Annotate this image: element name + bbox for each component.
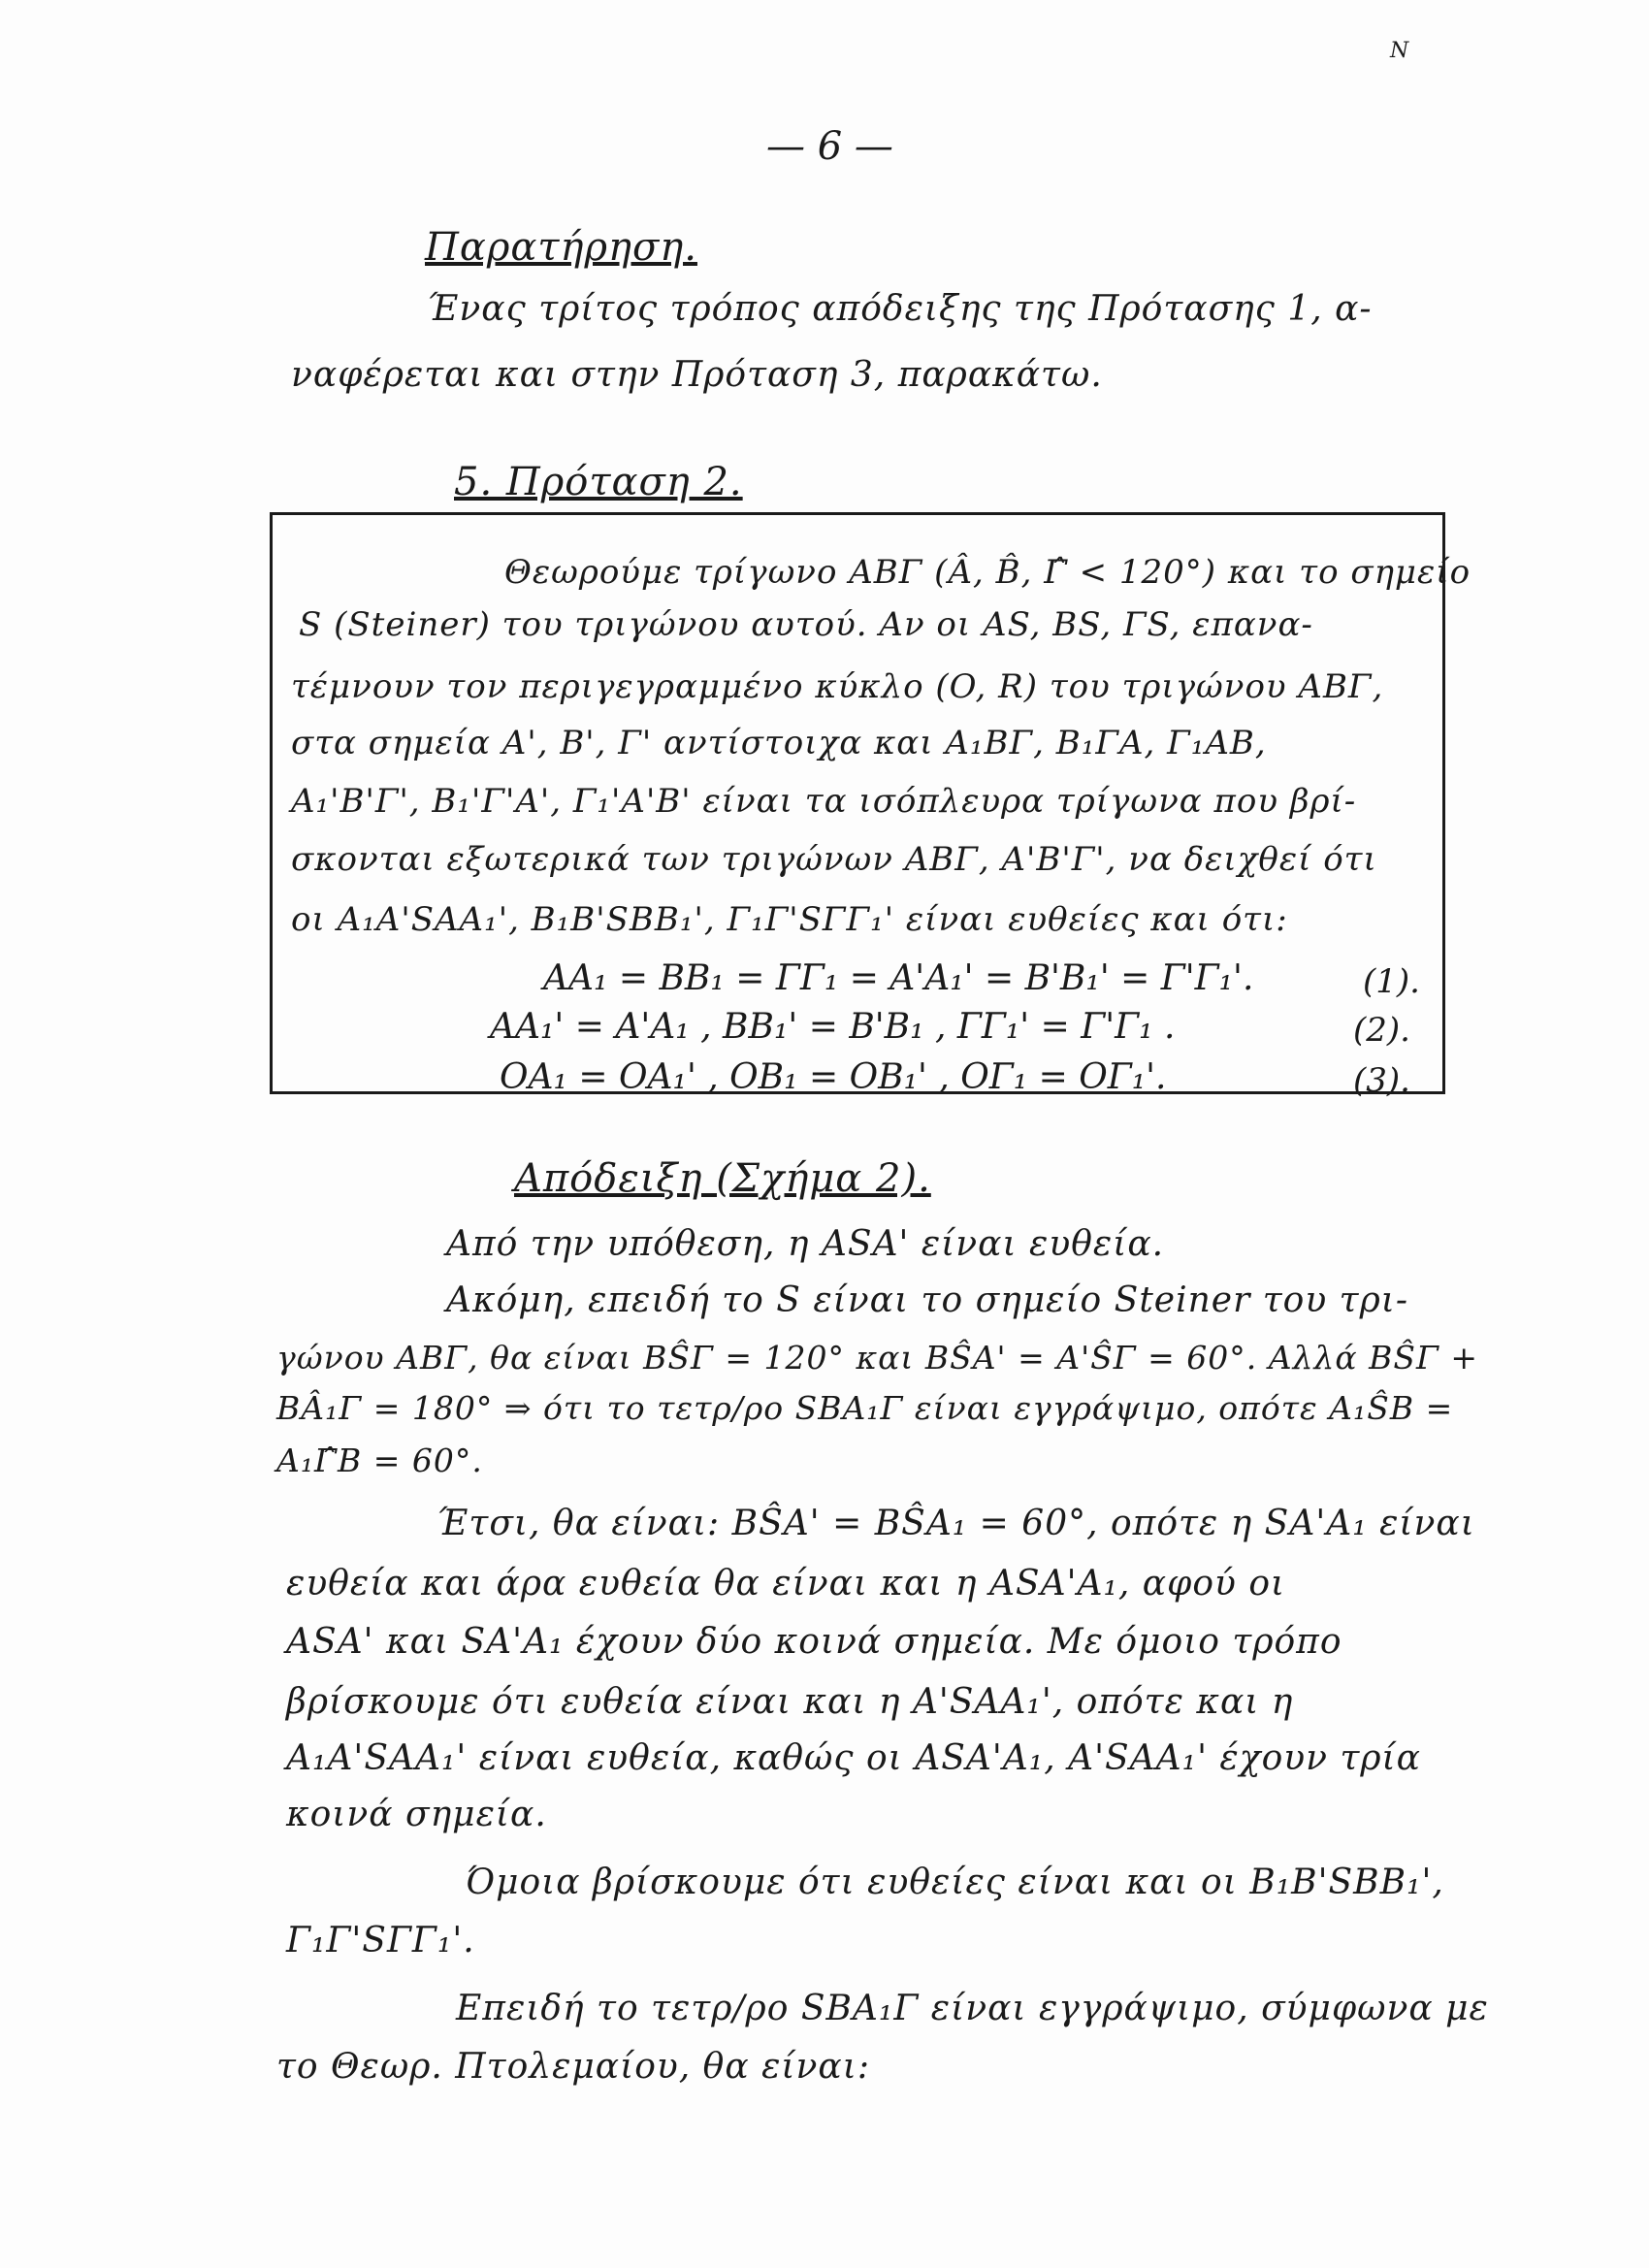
equation-1: AA₁ = BB₁ = ΓΓ₁ = A'A₁' = B'B₁' = Γ'Γ₁'. <box>543 958 1254 998</box>
proposition-line: τέμνουν τον περιγεγραμμένο κύκλο (O, R) του τριγώνου ΑΒΓ, <box>291 667 1384 706</box>
proposition-line: οι Α₁Α'SAA₁', Β₁Β'SBB₁', Γ₁Γ'SΓΓ₁' είναι ευθείες και ότι: <box>291 900 1288 939</box>
proof-line: ASA' και SA'A₁ έχουν δύο κοινά σημεία. Με όμοιο τρόπο <box>286 1622 1342 1662</box>
proof-line: A₁A'SAA₁' είναι ευθεία, καθώς οι ASA'A₁, A'SAA₁' έχουν τρία <box>286 1738 1421 1778</box>
equation-2-label: (2). <box>1353 1011 1410 1050</box>
proof-line: κοινά σημεία. <box>286 1795 547 1834</box>
proof-line: βρίσκουμε ότι ευθεία είναι και η A'SAA₁', οπότε και η <box>286 1682 1294 1722</box>
proposition-line: στα σημεία Α', Β', Γ' αντίστοιχα και Α₁ΒΓ, Β₁ΓΑ, Γ₁ΑΒ, <box>291 724 1267 762</box>
proof-line: γώνου ΑΒΓ, θα είναι BŜΓ = 120° και BŜA' = A'ŜΓ = 60°. Αλλά BŜΓ + <box>276 1339 1479 1377</box>
proof-line: Από την υπόθεση, η ASA' είναι ευθεία. <box>446 1224 1165 1264</box>
proof-line: Ακόμη, επειδή το S είναι το σημείο Steiner του τρι- <box>446 1280 1409 1320</box>
proof-line: A₁Γ̂B = 60°. <box>276 1442 483 1479</box>
proof-line: Γ₁Γ'SΓΓ₁'. <box>286 1921 475 1960</box>
proof-line: Έτσι, θα είναι: BŜA' = BŜA₁ = 60°, οπότε η SA'A₁ είναι <box>436 1504 1475 1543</box>
proof-line: το Θεωρ. Πτολεμαίου, θα είναι: <box>276 2047 870 2087</box>
proposition-heading: 5. Πρόταση 2. <box>454 460 743 504</box>
proof-line: ευθεία και άρα ευθεία θα είναι και η ASA'A₁, αφού οι <box>286 1564 1286 1604</box>
proposition-line: Α₁'Β'Γ', Β₁'Γ'Α', Γ₁'Α'Β' είναι τα ισόπλευρα τρίγωνα που βρί- <box>291 782 1357 821</box>
remark-line: Ένας τρίτος τρόπος απόδειξης της Πρότασης 1, α- <box>427 289 1373 329</box>
proposition-line: Θεωρούμε τρίγωνο ΑΒΓ (Â, B̂, Γ̂ < 120°) και το σημείο <box>504 553 1471 592</box>
proposition-line: σκονται εξωτερικά των τριγώνων ΑΒΓ, Α'Β'Γ', να δειχθεί ότι <box>291 840 1377 879</box>
remark-heading: Παρατήρηση. <box>425 225 697 270</box>
proof-line: BÂ₁Γ = 180° ⇒ ότι το τετρ/ρο SBA₁Γ είναι εγγράψιμο, οπότε A₁ŜB = <box>276 1389 1454 1427</box>
proof-heading: Απόδειξη (Σχήμα 2). <box>514 1156 931 1201</box>
equation-3-label: (3). <box>1353 1061 1410 1100</box>
proof-line: Όμοια βρίσκουμε ότι ευθείες είναι και οι B₁B'SBB₁', <box>466 1863 1444 1902</box>
corner-mark: N <box>1390 39 1409 63</box>
page-number: — 6 — <box>766 124 893 169</box>
equation-3: OA₁ = OA₁' , OB₁ = OB₁' , OΓ₁ = OΓ₁'. <box>500 1057 1167 1097</box>
equation-1-label: (1). <box>1363 962 1420 1001</box>
proposition-line: S (Steiner) του τριγώνου αυτού. Αν οι AS, BS, ΓS, επανα- <box>299 605 1313 644</box>
proof-line: Επειδή το τετρ/ρο SBA₁Γ είναι εγγράψιμο, σύμφωνα με <box>456 1989 1489 2028</box>
remark-line: ναφέρεται και στην Πρόταση 3, παρακάτω. <box>291 355 1103 395</box>
equation-2: AA₁' = A'A₁ , BB₁' = B'B₁ , ΓΓ₁' = Γ'Γ₁ . <box>490 1007 1176 1047</box>
